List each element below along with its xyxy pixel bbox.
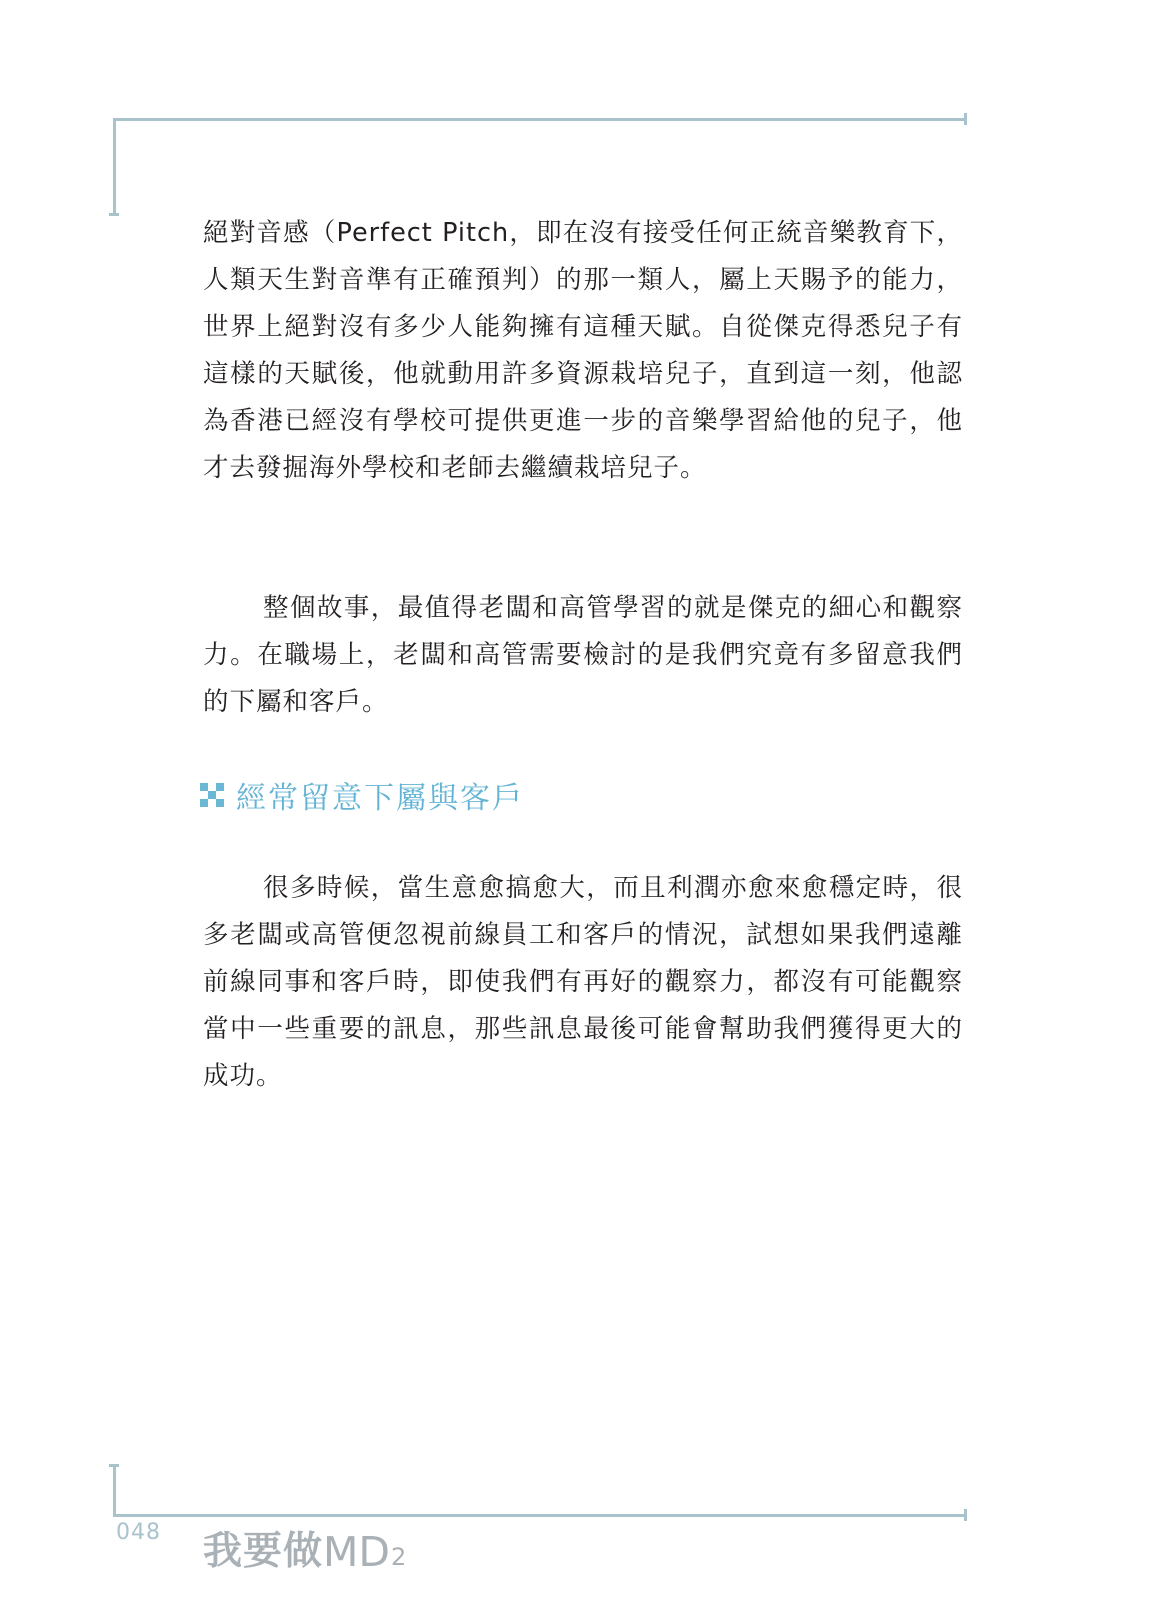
top-frame-horizontal [113,118,966,121]
section-heading [200,772,524,818]
brand-md: MD [323,1528,390,1576]
paragraph-story-lesson: 整個故事，最值得老闆和高管學習的就是傑克的細心和觀察力。在職場上，老闆和高管需要檢討的是我們究竟有多留意我們的下屬和客戶。 [203,593,963,717]
checker-bullet-icon [200,783,224,807]
top-frame-right-cap [964,113,967,125]
paragraph-perfect-pitch: 絕對音感（Perfect Pitch，即在沒有接受任何正統音樂教育下，人類天生對音準有正確預判）的那一類人，屬上天賜予的能力，世界上絕對沒有多少人能夠擁有這種天賦。自從傑克得悉兒子有這樣的天賦後，他就動用許多資源栽培兒子，直到這一刻，他認為香港已經沒有學校可提供更進一步的音樂學習給他的兒子，他才去發掘海外學校和老師去繼續栽培兒子。 [203,218,963,483]
brand-chinese-title: 我要做 [203,1529,324,1574]
top-frame-left-foot [109,213,119,216]
paragraph-frontline: 很多時候，當生意愈搞愈大，而且利潤亦愈來愈穩定時，很多老闆或高管便忽視前線員工和客戶的情況，試想如果我們遠離前線同事和客戶時，即使我們有再好的觀察力，都沒有可能觀察當中一些重要的訊息，那些訊息最後可能會幫助我們獲得更大的成功。 [203,873,963,1091]
bottom-frame-right-cap [964,1509,967,1521]
top-frame-vertical [113,118,116,215]
book-brand [203,1520,406,1576]
brand-volume-number: 2 [390,1543,407,1571]
page-number: 048 [116,1520,161,1545]
bottom-frame-vertical [113,1464,116,1516]
section-title: 經常留意下屬與客戶 [236,781,524,816]
bottom-frame-horizontal [113,1514,966,1517]
